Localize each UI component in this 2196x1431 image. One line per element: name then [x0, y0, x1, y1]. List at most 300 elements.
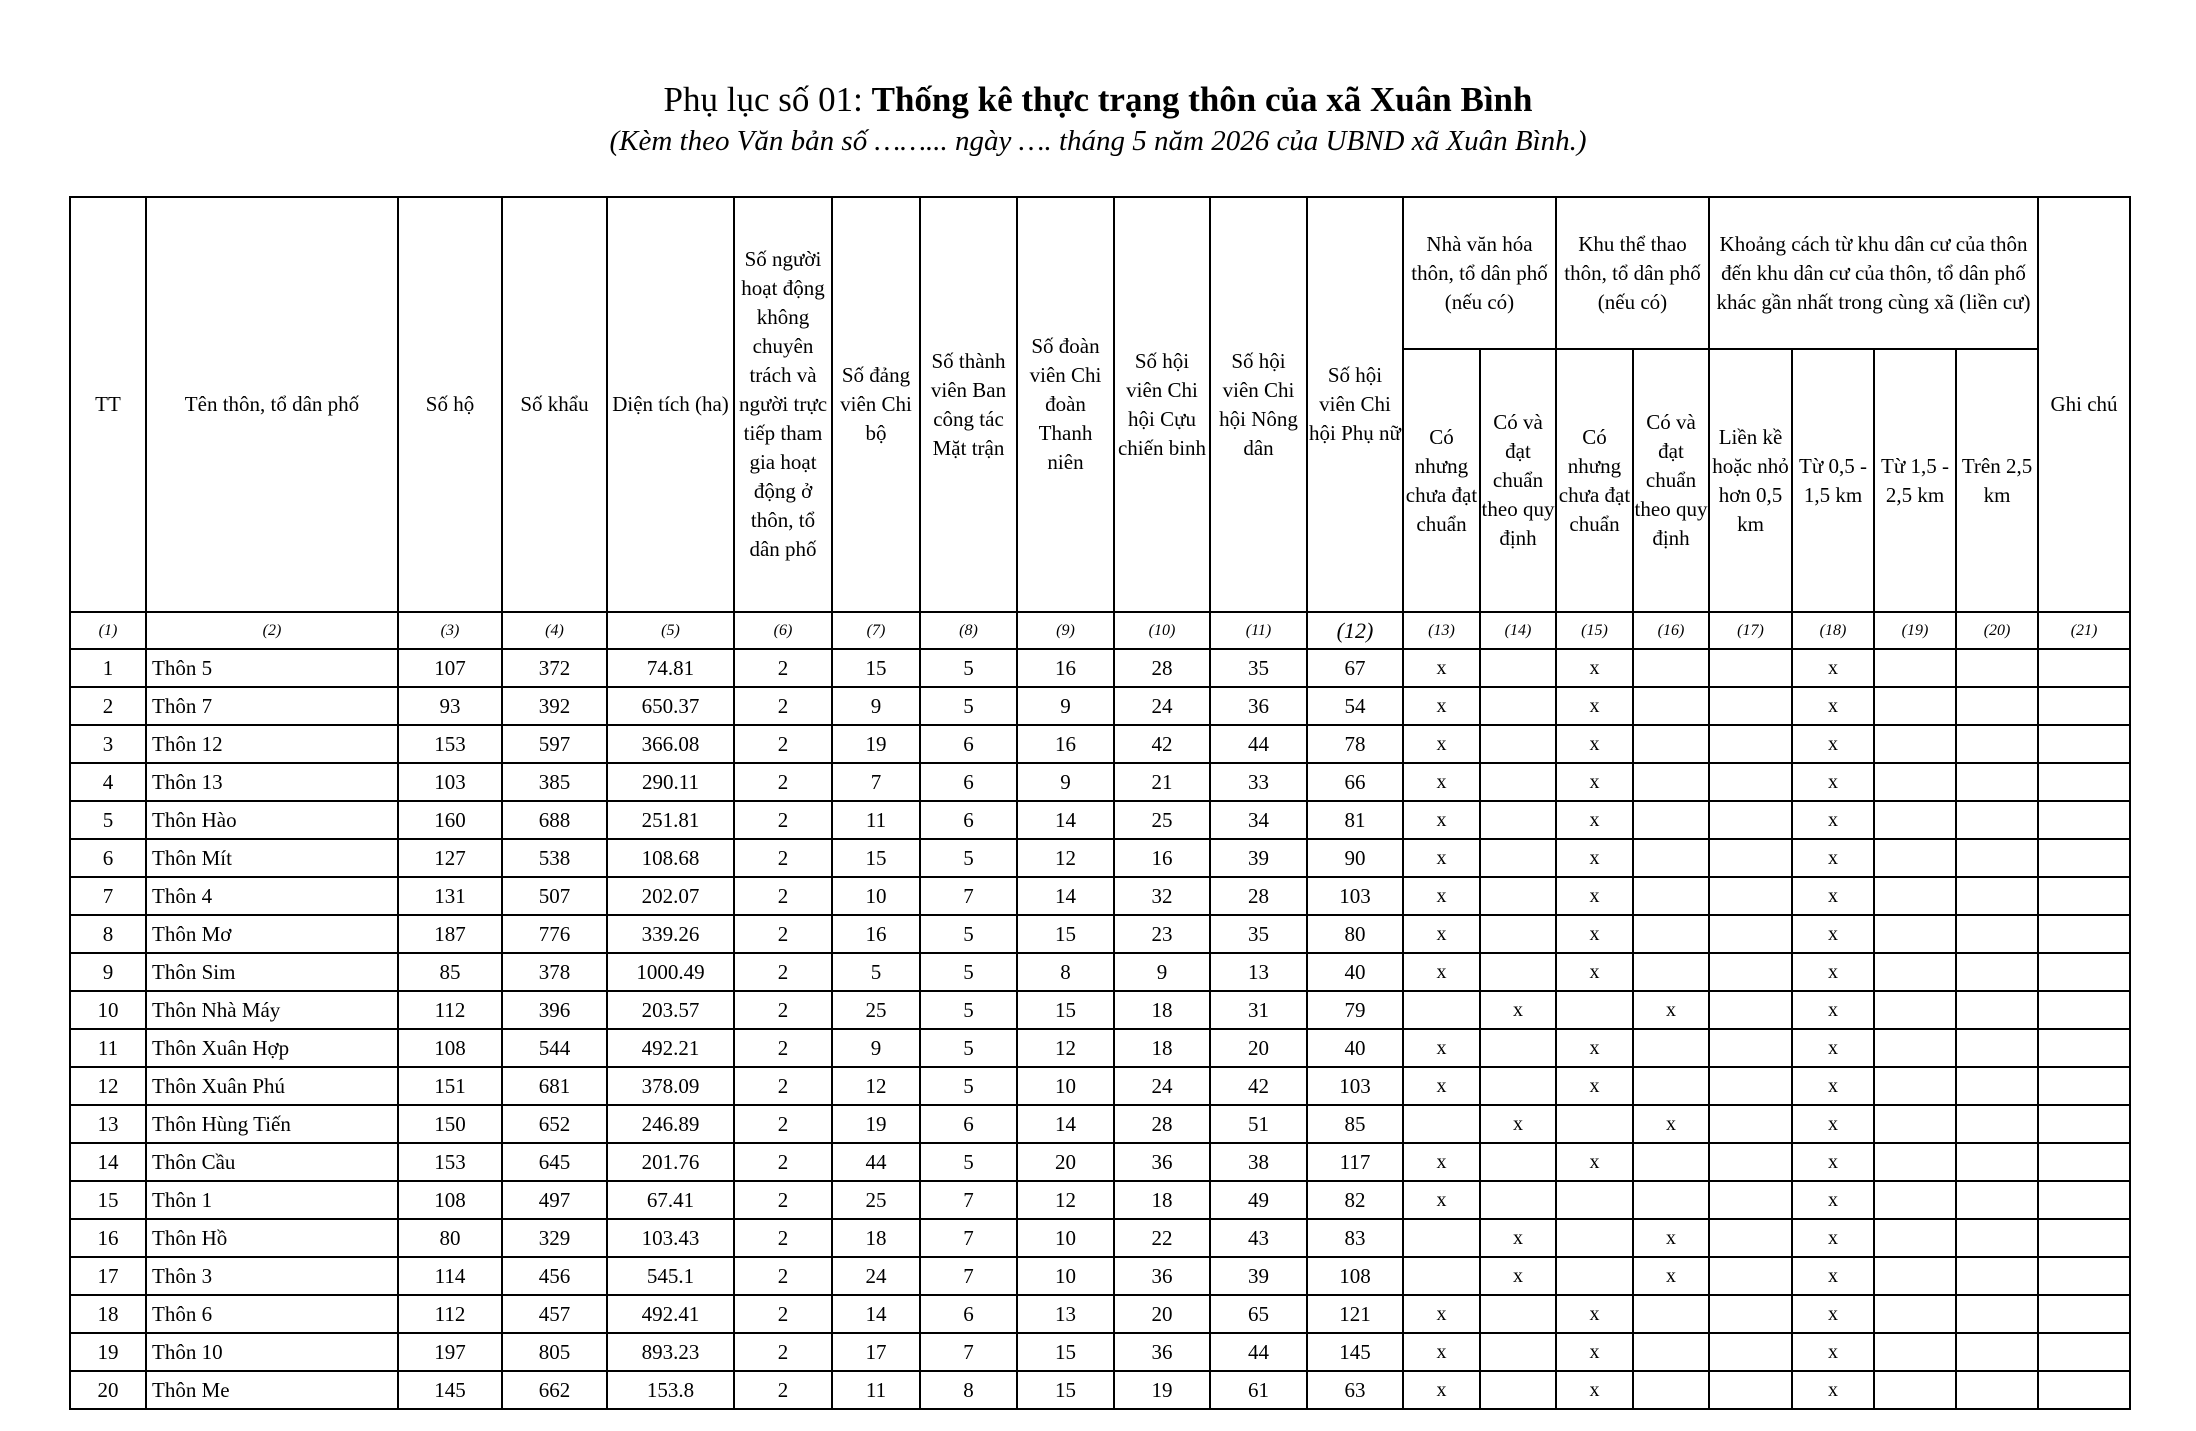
header-ghi-chu: Ghi chú — [2038, 197, 2130, 612]
cell-phu-nu: 145 — [1307, 1333, 1403, 1371]
cell-so-khau: 329 — [502, 1219, 607, 1257]
column-number-cell: (14) — [1480, 612, 1556, 649]
cell-nguoi-hoat-dong: 2 — [734, 839, 832, 877]
table-row — [70, 915, 2130, 953]
cell-nguoi-hoat-dong: 2 — [734, 1029, 832, 1067]
cell-tren-25 — [1956, 1067, 2038, 1105]
cell-phu-nu: 83 — [1307, 1219, 1403, 1257]
cell-nong-dan: 31 — [1210, 991, 1307, 1029]
cell-tu-15 — [1874, 1219, 1956, 1257]
cell-dien-tich: 290.11 — [607, 763, 734, 801]
village-statistics-table — [69, 196, 2131, 1410]
cell-tren-25 — [1956, 915, 2038, 953]
cell-name: Thôn Sim — [146, 953, 398, 991]
cell-nguoi-hoat-dong: 2 — [734, 1371, 832, 1409]
table-body — [70, 649, 2130, 1409]
header-khu-the-thao: Khu thể thao thôn, tổ dân phố (nếu có) — [1556, 197, 1709, 349]
cell-doan-vien: 8 — [1017, 953, 1114, 991]
cell-dien-tich: 103.43 — [607, 1219, 734, 1257]
cell-nong-dan: 44 — [1210, 725, 1307, 763]
table-row — [70, 991, 2130, 1029]
cell-nguoi-hoat-dong: 2 — [734, 991, 832, 1029]
cell-ktt-chua-dat — [1556, 991, 1633, 1029]
cell-nguoi-hoat-dong: 2 — [734, 1333, 832, 1371]
cell-ktt-dat-chuan — [1633, 1181, 1709, 1219]
cell-ktt-chua-dat: x — [1556, 953, 1633, 991]
cell-dang-vien: 44 — [832, 1143, 920, 1181]
cell-doan-vien: 14 — [1017, 877, 1114, 915]
cell-phu-nu: 79 — [1307, 991, 1403, 1029]
cell-tu-15 — [1874, 687, 1956, 725]
cell-lien-ke — [1709, 1143, 1792, 1181]
cell-dang-vien: 12 — [832, 1067, 920, 1105]
cell-tren-25 — [1956, 801, 2038, 839]
cell-dien-tich: 378.09 — [607, 1067, 734, 1105]
cell-doan-vien: 9 — [1017, 763, 1114, 801]
cell-name: Thôn Mơ — [146, 915, 398, 953]
cell-nguoi-hoat-dong: 2 — [734, 1257, 832, 1295]
cell-dang-vien: 24 — [832, 1257, 920, 1295]
cell-cuu-chien-binh: 42 — [1114, 725, 1210, 763]
cell-nvh-chua-dat: x — [1403, 953, 1480, 991]
cell-dang-vien: 14 — [832, 1295, 920, 1333]
cell-tu-15 — [1874, 1257, 1956, 1295]
header-doan-vien: Số đoàn viên Chi đoàn Thanh niên — [1017, 197, 1114, 612]
table-row — [70, 1105, 2130, 1143]
cell-doan-vien: 15 — [1017, 991, 1114, 1029]
cell-ktt-chua-dat: x — [1556, 1371, 1633, 1409]
cell-so-ho: 80 — [398, 1219, 502, 1257]
cell-phu-nu: 117 — [1307, 1143, 1403, 1181]
cell-ghi-chu — [2038, 1295, 2130, 1333]
cell-dang-vien: 19 — [832, 1105, 920, 1143]
cell-lien-ke — [1709, 763, 1792, 801]
cell-cuu-chien-binh: 18 — [1114, 1181, 1210, 1219]
table-row — [70, 763, 2130, 801]
cell-tu-05: x — [1792, 1067, 1874, 1105]
cell-name: Thôn Hào — [146, 801, 398, 839]
cell-cuu-chien-binh: 36 — [1114, 1333, 1210, 1371]
column-number-cell: (11) — [1210, 612, 1307, 649]
cell-tren-25 — [1956, 1029, 2038, 1067]
column-number-cell: (6) — [734, 612, 832, 649]
header-so-khau: Số khẩu — [502, 197, 607, 612]
cell-nong-dan: 13 — [1210, 953, 1307, 991]
cell-tu-15 — [1874, 801, 1956, 839]
cell-so-khau: 688 — [502, 801, 607, 839]
cell-mat-tran: 5 — [920, 1067, 1017, 1105]
cell-ghi-chu — [2038, 1333, 2130, 1371]
cell-nong-dan: 35 — [1210, 915, 1307, 953]
cell-nvh-dat-chuan: x — [1480, 1105, 1556, 1143]
cell-name: Thôn Xuân Hợp — [146, 1029, 398, 1067]
cell-lien-ke — [1709, 1219, 1792, 1257]
cell-nong-dan: 42 — [1210, 1067, 1307, 1105]
cell-cuu-chien-binh: 28 — [1114, 1105, 1210, 1143]
cell-nvh-chua-dat: x — [1403, 1371, 1480, 1409]
cell-doan-vien: 13 — [1017, 1295, 1114, 1333]
cell-phu-nu: 85 — [1307, 1105, 1403, 1143]
cell-nguoi-hoat-dong: 2 — [734, 877, 832, 915]
cell-phu-nu: 103 — [1307, 1067, 1403, 1105]
table-row — [70, 1371, 2130, 1409]
cell-mat-tran: 5 — [920, 649, 1017, 687]
cell-so-khau: 805 — [502, 1333, 607, 1371]
cell-nvh-dat-chuan — [1480, 687, 1556, 725]
cell-cuu-chien-binh: 18 — [1114, 991, 1210, 1029]
column-number-cell: (8) — [920, 612, 1017, 649]
cell-dien-tich: 893.23 — [607, 1333, 734, 1371]
cell-nvh-dat-chuan — [1480, 915, 1556, 953]
cell-dien-tich: 67.41 — [607, 1181, 734, 1219]
table-row — [70, 1333, 2130, 1371]
column-number-cell: (9) — [1017, 612, 1114, 649]
cell-phu-nu: 82 — [1307, 1181, 1403, 1219]
cell-phu-nu: 103 — [1307, 877, 1403, 915]
cell-nguoi-hoat-dong: 2 — [734, 801, 832, 839]
cell-tt: 2 — [70, 687, 146, 725]
cell-dang-vien: 18 — [832, 1219, 920, 1257]
header-nha-van-hoa: Nhà văn hóa thôn, tổ dân phố (nếu có) — [1403, 197, 1556, 349]
cell-nguoi-hoat-dong: 2 — [734, 953, 832, 991]
title-prefix: Phụ lục số 01: — [663, 80, 872, 119]
cell-nvh-chua-dat: x — [1403, 801, 1480, 839]
cell-ktt-dat-chuan — [1633, 725, 1709, 763]
cell-phu-nu: 78 — [1307, 725, 1403, 763]
cell-nvh-chua-dat: x — [1403, 1143, 1480, 1181]
cell-tren-25 — [1956, 877, 2038, 915]
cell-name: Thôn 3 — [146, 1257, 398, 1295]
cell-ghi-chu — [2038, 1143, 2130, 1181]
cell-ktt-dat-chuan — [1633, 1333, 1709, 1371]
cell-phu-nu: 108 — [1307, 1257, 1403, 1295]
cell-ghi-chu — [2038, 877, 2130, 915]
cell-nong-dan: 65 — [1210, 1295, 1307, 1333]
cell-ktt-chua-dat: x — [1556, 649, 1633, 687]
cell-tt: 19 — [70, 1333, 146, 1371]
column-number-cell: (3) — [398, 612, 502, 649]
cell-tt: 17 — [70, 1257, 146, 1295]
cell-nvh-chua-dat: x — [1403, 1295, 1480, 1333]
cell-mat-tran: 7 — [920, 1333, 1017, 1371]
column-number-cell: (1) — [70, 612, 146, 649]
column-number-cell: (5) — [607, 612, 734, 649]
cell-tt: 9 — [70, 953, 146, 991]
header-tu-15: Từ 1,5 - 2,5 km — [1874, 349, 1956, 612]
cell-phu-nu: 66 — [1307, 763, 1403, 801]
header-cuu-chien-binh: Số hội viên Chi hội Cựu chiến binh — [1114, 197, 1210, 612]
cell-so-ho: 131 — [398, 877, 502, 915]
cell-tt: 14 — [70, 1143, 146, 1181]
cell-tt: 7 — [70, 877, 146, 915]
cell-doan-vien: 12 — [1017, 1181, 1114, 1219]
cell-so-khau: 662 — [502, 1371, 607, 1409]
cell-nong-dan: 28 — [1210, 877, 1307, 915]
cell-ktt-chua-dat: x — [1556, 1295, 1633, 1333]
cell-so-khau: 681 — [502, 1067, 607, 1105]
cell-tu-15 — [1874, 877, 1956, 915]
cell-ghi-chu — [2038, 801, 2130, 839]
cell-mat-tran: 8 — [920, 1371, 1017, 1409]
cell-ghi-chu — [2038, 725, 2130, 763]
cell-nvh-dat-chuan — [1480, 649, 1556, 687]
cell-nong-dan: 33 — [1210, 763, 1307, 801]
cell-tren-25 — [1956, 1371, 2038, 1409]
cell-tren-25 — [1956, 953, 2038, 991]
table-row — [70, 1143, 2130, 1181]
cell-nguoi-hoat-dong: 2 — [734, 687, 832, 725]
cell-tt: 15 — [70, 1181, 146, 1219]
cell-tt: 6 — [70, 839, 146, 877]
cell-nvh-chua-dat: x — [1403, 839, 1480, 877]
cell-nong-dan: 51 — [1210, 1105, 1307, 1143]
cell-ktt-chua-dat: x — [1556, 801, 1633, 839]
cell-tu-05: x — [1792, 687, 1874, 725]
cell-so-ho: 114 — [398, 1257, 502, 1295]
cell-ghi-chu — [2038, 991, 2130, 1029]
cell-doan-vien: 9 — [1017, 687, 1114, 725]
cell-nvh-dat-chuan — [1480, 953, 1556, 991]
cell-tren-25 — [1956, 1143, 2038, 1181]
cell-tu-15 — [1874, 1143, 1956, 1181]
cell-cuu-chien-binh: 9 — [1114, 953, 1210, 991]
cell-nguoi-hoat-dong: 2 — [734, 1219, 832, 1257]
cell-ktt-chua-dat — [1556, 1105, 1633, 1143]
table-row — [70, 877, 2130, 915]
cell-name: Thôn 10 — [146, 1333, 398, 1371]
cell-nong-dan: 39 — [1210, 839, 1307, 877]
cell-ghi-chu — [2038, 1105, 2130, 1143]
cell-ktt-dat-chuan — [1633, 1067, 1709, 1105]
cell-lien-ke — [1709, 915, 1792, 953]
cell-mat-tran: 5 — [920, 915, 1017, 953]
cell-nvh-dat-chuan — [1480, 1067, 1556, 1105]
cell-ktt-dat-chuan — [1633, 877, 1709, 915]
cell-ktt-chua-dat: x — [1556, 1333, 1633, 1371]
cell-dang-vien: 15 — [832, 839, 920, 877]
cell-ktt-dat-chuan — [1633, 1029, 1709, 1067]
cell-dien-tich: 74.81 — [607, 649, 734, 687]
table-row — [70, 839, 2130, 877]
cell-tu-15 — [1874, 649, 1956, 687]
cell-tren-25 — [1956, 649, 2038, 687]
cell-ktt-dat-chuan — [1633, 839, 1709, 877]
cell-dang-vien: 19 — [832, 725, 920, 763]
cell-nvh-chua-dat: x — [1403, 1333, 1480, 1371]
cell-tren-25 — [1956, 1219, 2038, 1257]
page-subtitle: (Kèm theo Văn bản số ……... ngày …. tháng 5 năm 2026 của UBND xã Xuân Bình.) — [609, 125, 1587, 157]
cell-dang-vien: 11 — [832, 801, 920, 839]
cell-so-ho: 153 — [398, 1143, 502, 1181]
cell-so-ho: 197 — [398, 1333, 502, 1371]
cell-so-ho: 127 — [398, 839, 502, 877]
cell-dang-vien: 7 — [832, 763, 920, 801]
cell-tu-15 — [1874, 1295, 1956, 1333]
cell-dien-tich: 202.07 — [607, 877, 734, 915]
cell-nvh-chua-dat — [1403, 991, 1480, 1029]
cell-nvh-chua-dat: x — [1403, 1029, 1480, 1067]
cell-so-ho: 108 — [398, 1029, 502, 1067]
cell-cuu-chien-binh: 24 — [1114, 687, 1210, 725]
cell-cuu-chien-binh: 19 — [1114, 1371, 1210, 1409]
cell-so-ho: 107 — [398, 649, 502, 687]
cell-nvh-chua-dat: x — [1403, 649, 1480, 687]
cell-ghi-chu — [2038, 1219, 2130, 1257]
cell-ktt-chua-dat: x — [1556, 915, 1633, 953]
cell-so-khau: 372 — [502, 649, 607, 687]
cell-lien-ke — [1709, 649, 1792, 687]
cell-nvh-dat-chuan: x — [1480, 1257, 1556, 1295]
table-row — [70, 953, 2130, 991]
cell-tt: 5 — [70, 801, 146, 839]
cell-nguoi-hoat-dong: 2 — [734, 649, 832, 687]
cell-doan-vien: 10 — [1017, 1219, 1114, 1257]
header-lien-ke: Liền kề hoặc nhỏ hơn 0,5 km — [1709, 349, 1792, 612]
cell-lien-ke — [1709, 1333, 1792, 1371]
cell-nvh-chua-dat — [1403, 1257, 1480, 1295]
cell-mat-tran: 5 — [920, 953, 1017, 991]
cell-tt: 13 — [70, 1105, 146, 1143]
column-number-cell: (17) — [1709, 612, 1792, 649]
cell-dang-vien: 11 — [832, 1371, 920, 1409]
cell-cuu-chien-binh: 20 — [1114, 1295, 1210, 1333]
cell-nguoi-hoat-dong: 2 — [734, 915, 832, 953]
cell-nvh-dat-chuan: x — [1480, 1219, 1556, 1257]
header-name: Tên thôn, tổ dân phố — [146, 197, 398, 612]
cell-ktt-dat-chuan: x — [1633, 1219, 1709, 1257]
cell-tt: 11 — [70, 1029, 146, 1067]
cell-dien-tich: 650.37 — [607, 687, 734, 725]
cell-tu-15 — [1874, 1333, 1956, 1371]
cell-nong-dan: 49 — [1210, 1181, 1307, 1219]
cell-ktt-chua-dat: x — [1556, 839, 1633, 877]
cell-dien-tich: 201.76 — [607, 1143, 734, 1181]
cell-nvh-chua-dat: x — [1403, 687, 1480, 725]
cell-ktt-dat-chuan: x — [1633, 991, 1709, 1029]
column-number-cell: (12) — [1307, 612, 1403, 649]
cell-name: Thôn 13 — [146, 763, 398, 801]
cell-nvh-chua-dat: x — [1403, 877, 1480, 915]
cell-so-ho: 145 — [398, 1371, 502, 1409]
cell-mat-tran: 6 — [920, 763, 1017, 801]
cell-cuu-chien-binh: 23 — [1114, 915, 1210, 953]
cell-dien-tich: 251.81 — [607, 801, 734, 839]
cell-lien-ke — [1709, 1257, 1792, 1295]
cell-nong-dan: 36 — [1210, 687, 1307, 725]
table-row — [70, 801, 2130, 839]
cell-phu-nu: 81 — [1307, 801, 1403, 839]
cell-tu-15 — [1874, 1371, 1956, 1409]
table-row — [70, 1219, 2130, 1257]
header-nvh-chua-dat: Có nhưng chưa đạt chuẩn — [1403, 349, 1480, 612]
cell-so-ho: 93 — [398, 687, 502, 725]
header-ktt-dat-chuan: Có và đạt chuẩn theo quy định — [1633, 349, 1709, 612]
cell-nvh-chua-dat: x — [1403, 1181, 1480, 1219]
cell-ktt-dat-chuan: x — [1633, 1105, 1709, 1143]
cell-nguoi-hoat-dong: 2 — [734, 1105, 832, 1143]
cell-doan-vien: 20 — [1017, 1143, 1114, 1181]
cell-ktt-dat-chuan — [1633, 915, 1709, 953]
cell-nvh-dat-chuan — [1480, 1029, 1556, 1067]
column-number-cell: (4) — [502, 612, 607, 649]
cell-tu-05: x — [1792, 1029, 1874, 1067]
cell-nvh-dat-chuan — [1480, 877, 1556, 915]
cell-name: Thôn Nhà Máy — [146, 991, 398, 1029]
cell-dang-vien: 9 — [832, 1029, 920, 1067]
cell-cuu-chien-binh: 21 — [1114, 763, 1210, 801]
cell-name: Thôn Mít — [146, 839, 398, 877]
column-number-cell: (20) — [1956, 612, 2038, 649]
cell-lien-ke — [1709, 687, 1792, 725]
cell-so-khau: 544 — [502, 1029, 607, 1067]
column-number-cell: (7) — [832, 612, 920, 649]
cell-tren-25 — [1956, 687, 2038, 725]
cell-nvh-chua-dat: x — [1403, 1067, 1480, 1105]
cell-nong-dan: 43 — [1210, 1219, 1307, 1257]
cell-phu-nu: 67 — [1307, 649, 1403, 687]
cell-doan-vien: 14 — [1017, 801, 1114, 839]
cell-tu-05: x — [1792, 1219, 1874, 1257]
cell-ghi-chu — [2038, 649, 2130, 687]
cell-ktt-chua-dat: x — [1556, 763, 1633, 801]
cell-dang-vien: 15 — [832, 649, 920, 687]
cell-nong-dan: 20 — [1210, 1029, 1307, 1067]
cell-nong-dan: 38 — [1210, 1143, 1307, 1181]
cell-nvh-dat-chuan: x — [1480, 991, 1556, 1029]
cell-ghi-chu — [2038, 1067, 2130, 1105]
header-tu-05: Từ 0,5 - 1,5 km — [1792, 349, 1874, 612]
cell-tt: 12 — [70, 1067, 146, 1105]
cell-tu-15 — [1874, 763, 1956, 801]
cell-nong-dan: 35 — [1210, 649, 1307, 687]
cell-cuu-chien-binh: 16 — [1114, 839, 1210, 877]
cell-tu-15 — [1874, 1067, 1956, 1105]
cell-so-khau: 507 — [502, 877, 607, 915]
cell-lien-ke — [1709, 839, 1792, 877]
cell-tu-05: x — [1792, 1295, 1874, 1333]
cell-ktt-chua-dat: x — [1556, 1067, 1633, 1105]
column-number-cell: (15) — [1556, 612, 1633, 649]
header-so-ho: Số hộ — [398, 197, 502, 612]
cell-dang-vien: 5 — [832, 953, 920, 991]
cell-name: Thôn Hồ — [146, 1219, 398, 1257]
cell-tu-15 — [1874, 915, 1956, 953]
cell-name: Thôn Hùng Tiến — [146, 1105, 398, 1143]
cell-lien-ke — [1709, 1105, 1792, 1143]
cell-name: Thôn 7 — [146, 687, 398, 725]
cell-tt: 10 — [70, 991, 146, 1029]
cell-dang-vien: 10 — [832, 877, 920, 915]
cell-mat-tran: 7 — [920, 1181, 1017, 1219]
cell-tren-25 — [1956, 763, 2038, 801]
cell-phu-nu: 40 — [1307, 953, 1403, 991]
header-nong-dan: Số hội viên Chi hội Nông dân — [1210, 197, 1307, 612]
header-tt: TT — [70, 197, 146, 612]
cell-lien-ke — [1709, 725, 1792, 763]
table-row — [70, 649, 2130, 687]
cell-nong-dan: 34 — [1210, 801, 1307, 839]
cell-mat-tran: 5 — [920, 687, 1017, 725]
cell-tu-05: x — [1792, 991, 1874, 1029]
cell-doan-vien: 12 — [1017, 1029, 1114, 1067]
cell-name: Thôn 5 — [146, 649, 398, 687]
cell-cuu-chien-binh: 22 — [1114, 1219, 1210, 1257]
cell-phu-nu: 40 — [1307, 1029, 1403, 1067]
cell-ktt-dat-chuan — [1633, 1371, 1709, 1409]
cell-nvh-dat-chuan — [1480, 1295, 1556, 1333]
cell-tu-15 — [1874, 953, 1956, 991]
column-number-cell: (13) — [1403, 612, 1480, 649]
